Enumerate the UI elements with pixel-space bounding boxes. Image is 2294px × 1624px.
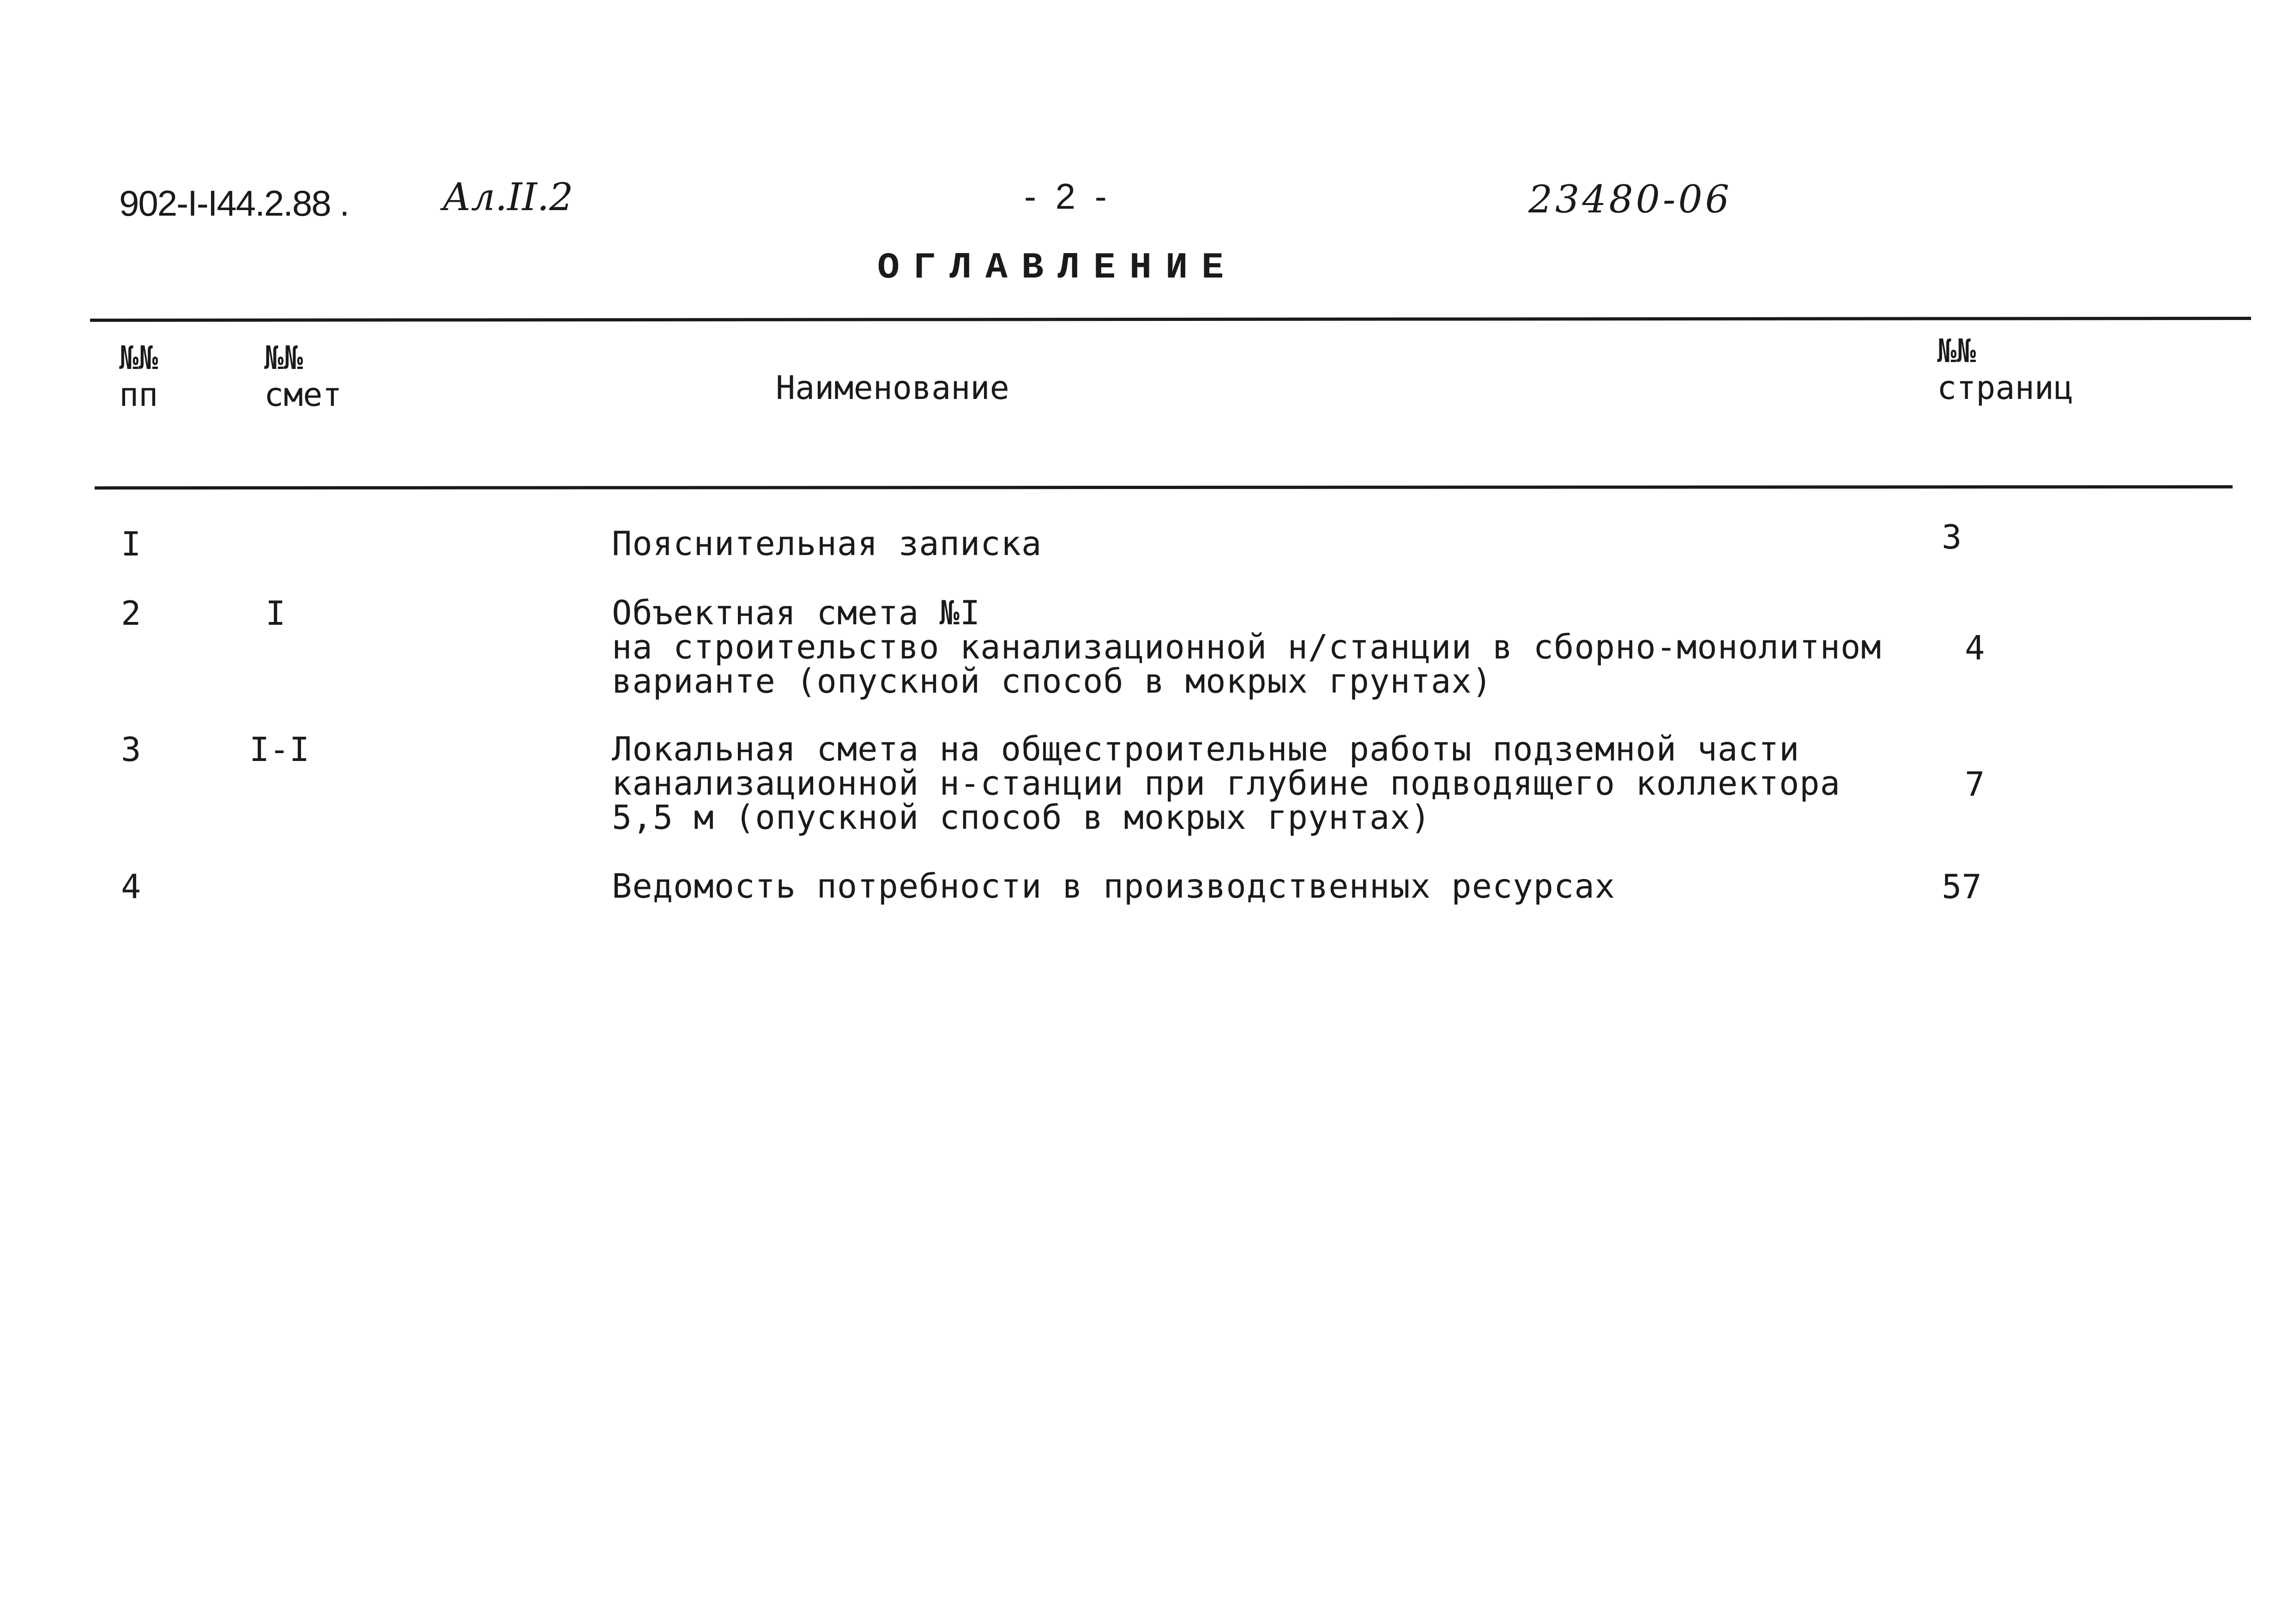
row-1-name: Пояснительная записка [612,524,1042,563]
row-3-page: 7 [1965,765,1985,803]
row-2-page: 4 [1965,628,1985,667]
row-3-name: Локальная смета на общестроительные работы подземной части канализационной н-станции при глубине подводящего коллектора 5,5 м (опускной способ в мокрых грунтах) [612,730,1841,837]
page-number: - 2 - [1024,176,1111,217]
table-top-rule [90,317,2251,322]
row-1-page: 3 [1942,518,1962,556]
row-4-name: Ведомость потребности в производственных ресурсах [612,867,1616,906]
row-1-no: I [121,525,141,563]
row-2-name: Объектная смета №I на строительство канализационной н/станции в сборно-монолитном варианте (опускной способ в мокрых грунтах) [612,593,1882,700]
column-header-estimate: №№ смет [264,339,342,414]
inventory-number: 23480-06 [1528,178,1732,222]
row-3-no: 3 [121,730,141,769]
row-2-no: 2 [121,594,141,633]
row-4-no: 4 [121,867,141,906]
row-4-page: 57 [1942,867,1982,906]
column-header-name: Наименование [776,369,1009,407]
column-header-pages: №№ страниц [1937,332,2074,407]
page-title: ОГЛАВЛЕНИЕ [877,247,1238,289]
row-3-estimate: I-I [249,730,310,769]
row-2-estimate: I [266,594,286,633]
table-header-rule [95,485,2233,489]
document-code: 902-I-I44.2.88 . [119,183,349,223]
column-header-no: №№ пп [119,339,158,414]
document-code-suffix: Ал.II.2 [442,175,574,219]
